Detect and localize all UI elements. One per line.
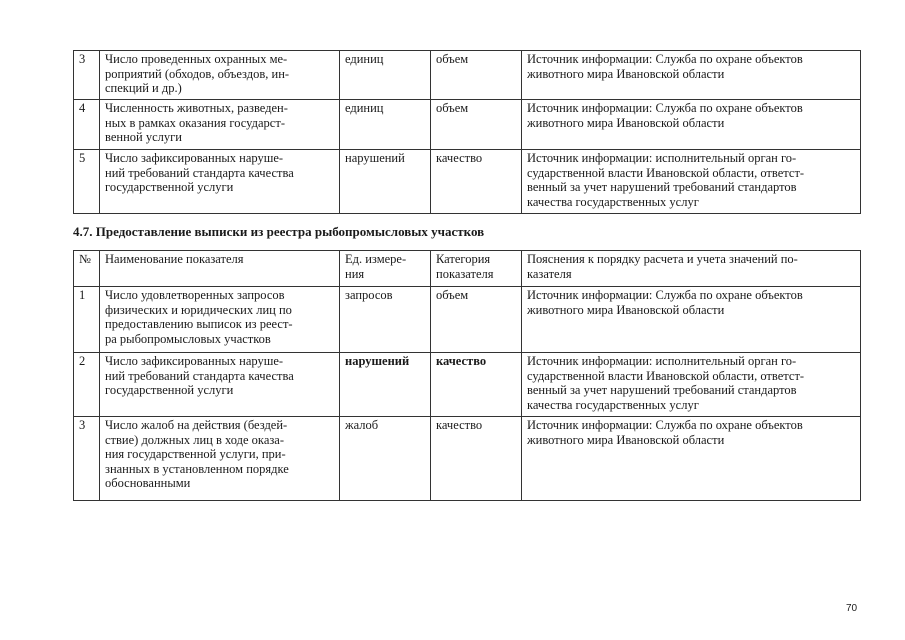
indicator-name: Число зафиксированных наруше- ний требований стандарта качества государственной услуги: [100, 353, 340, 417]
indicator-name: Число жалоб на действия (бездей- ствие) должных лиц в ходе оказа- ния государственной услуги, при- знанных в установленном порядке обоснованными: [100, 417, 340, 501]
indicator-category: качество: [431, 150, 522, 214]
table-row: [74, 417, 861, 501]
header-explanation: Пояснения к порядку расчета и учета значений по- казателя: [522, 251, 861, 287]
fishing-register-indicators-table: [73, 250, 861, 501]
section-heading: 4.7. Предоставление выписки из реестра рыбопромысловых участков: [73, 224, 485, 239]
unit-of-measure: нарушений: [340, 353, 431, 417]
calculation-explanation: Источник информации: Служба по охране объектов животного мира Ивановской области: [522, 287, 861, 353]
table-row: [74, 353, 861, 417]
table-row: [74, 287, 861, 353]
header-number: №: [74, 251, 100, 287]
indicator-category: объем: [431, 51, 522, 100]
indicator-name: Число проведенных охранных ме- роприятий (обходов, объездов, ин- спекций и др.): [100, 51, 340, 100]
indicator-name: Число зафиксированных наруше- ний требований стандарта качества государственной услуги: [100, 150, 340, 214]
table-row: [74, 51, 861, 100]
calculation-explanation: Источник информации: исполнительный орган го- сударственной власти Ивановской области, ответст- венный за учет нарушений требований стандартов качества государственных услуг: [522, 353, 861, 417]
indicators-table-continued: [73, 50, 861, 214]
unit-of-measure: нарушений: [340, 150, 431, 214]
indicator-name: Число удовлетворенных запросов физических и юридических лиц по предоставлению выписок из реест- ра рыбопромысловых участков: [100, 287, 340, 353]
unit-of-measure: единиц: [340, 51, 431, 100]
page-number: 70: [846, 603, 858, 614]
row-number: 4: [74, 100, 100, 150]
table-row: [74, 150, 861, 214]
table-header-row: [74, 251, 861, 287]
calculation-explanation: Источник информации: исполнительный орган го- сударственной власти Ивановской области, ответст- венный за учет нарушений требований стандартов качества государственных услуг: [522, 150, 861, 214]
unit-of-measure: запросов: [340, 287, 431, 353]
header-category: Категория показателя: [431, 251, 522, 287]
indicator-category: качество: [431, 353, 522, 417]
calculation-explanation: Источник информации: Служба по охране объектов животного мира Ивановской области: [522, 51, 861, 100]
unit-of-measure: жалоб: [340, 417, 431, 501]
indicator-category: объем: [431, 287, 522, 353]
header-unit: Ед. измере- ния: [340, 251, 431, 287]
row-number: 1: [74, 287, 100, 353]
row-number: 3: [74, 51, 100, 100]
indicator-category: качество: [431, 417, 522, 501]
row-number: 2: [74, 353, 100, 417]
table-row: [74, 100, 861, 150]
indicator-category: объем: [431, 100, 522, 150]
row-number: 3: [74, 417, 100, 501]
unit-of-measure: единиц: [340, 100, 431, 150]
calculation-explanation: Источник информации: Служба по охране объектов животного мира Ивановской области: [522, 100, 861, 150]
row-number: 5: [74, 150, 100, 214]
header-indicator-name: Наименование показателя: [100, 251, 340, 287]
calculation-explanation: Источник информации: Служба по охране объектов животного мира Ивановской области: [522, 417, 861, 501]
indicator-name: Численность животных, разведен- ных в рамках оказания государст- венной услуги: [100, 100, 340, 150]
